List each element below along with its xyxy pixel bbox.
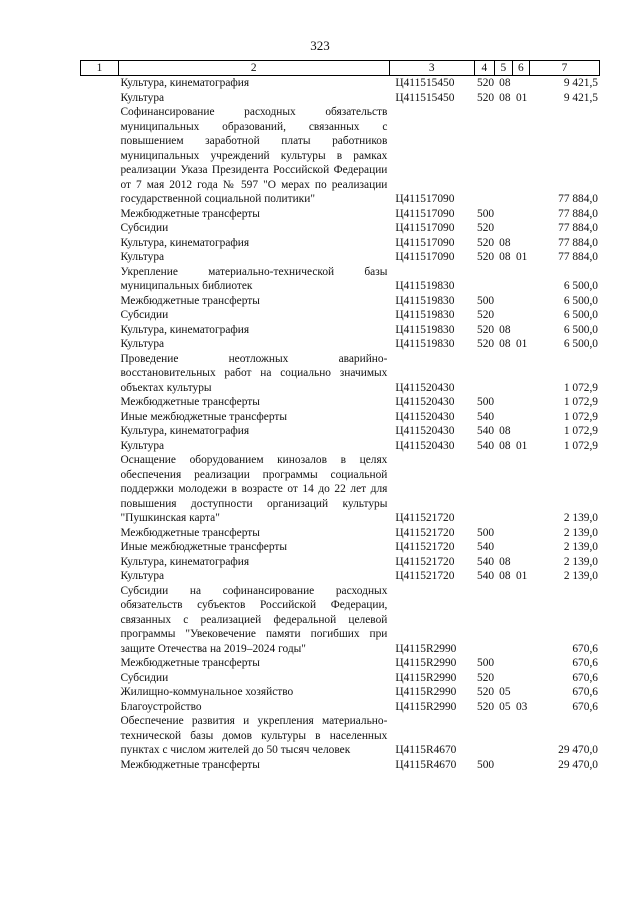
subsection-cell: 01: [515, 91, 528, 104]
target-code-cell: Ц411520430: [395, 410, 455, 423]
section-cell: 08: [499, 77, 511, 89]
expense-type-cell: 500: [477, 526, 495, 539]
item-name-cell: Межбюджетные трансферты: [120, 657, 260, 669]
table-row: [80, 337, 600, 352]
target-code-cell: Ц411521720: [395, 555, 455, 568]
table-header: [80, 60, 600, 76]
expense-type-cell: 520: [477, 91, 495, 104]
amount-cell: 6 500,0: [563, 294, 598, 307]
target-code-cell: Ц411519830: [395, 309, 455, 321]
amount-cell: 29 470,0: [558, 758, 598, 771]
target-code-cell: Ц411521720: [395, 541, 455, 553]
table-row: [80, 700, 600, 715]
item-name-cell: Культура, кинематография: [120, 555, 250, 568]
amount-cell: 6 500,0: [563, 323, 598, 336]
table-row: [80, 105, 600, 207]
expense-type-cell: 520: [477, 700, 495, 713]
target-code-cell: Ц4115R4670: [395, 744, 457, 756]
column-header: 2: [118, 61, 389, 75]
table-row: [80, 424, 600, 439]
subsection-cell: 01: [515, 570, 528, 582]
expense-type-cell: 520: [477, 77, 495, 89]
item-name-cell: Культура: [120, 91, 165, 104]
expense-type-cell: 540: [477, 425, 495, 437]
amount-cell: 670,6: [572, 700, 598, 713]
expense-type-cell: 520: [477, 309, 495, 321]
target-code-cell: Ц411517090: [395, 251, 455, 263]
section-cell: 08: [499, 236, 511, 249]
expense-type-cell: 540: [477, 541, 495, 553]
target-code-cell: Ц411520430: [395, 439, 455, 452]
table-row: [80, 569, 600, 584]
amount-cell: 77 884,0: [558, 251, 598, 263]
target-code-cell: Ц411519830: [395, 280, 455, 292]
item-name-cell: Культура, кинематография: [120, 425, 250, 437]
expense-type-cell: 540: [477, 555, 495, 568]
target-code-cell: Ц4115R2990: [395, 700, 457, 713]
amount-cell: 2 139,0: [563, 570, 598, 582]
target-code-cell: Ц4115R4670: [395, 758, 457, 771]
amount-cell: 77 884,0: [558, 193, 598, 205]
amount-cell: 77 884,0: [558, 236, 598, 249]
amount-cell: 6 500,0: [563, 309, 598, 321]
amount-cell: 9 421,5: [563, 77, 598, 89]
amount-cell: 670,6: [572, 671, 598, 684]
target-code-cell: Ц411521720: [395, 526, 455, 539]
item-name-cell: Культура: [120, 338, 165, 350]
amount-cell: 670,6: [572, 657, 598, 669]
table-row: [80, 758, 600, 773]
expense-type-cell: 540: [477, 439, 495, 452]
expense-type-cell: 520: [477, 686, 495, 698]
target-code-cell: Ц411519830: [395, 323, 455, 336]
amount-cell: 670,6: [572, 686, 598, 698]
amount-cell: 1 072,9: [563, 381, 598, 394]
target-code-cell: Ц411520430: [395, 396, 455, 408]
table-row: [80, 714, 600, 758]
amount-cell: 1 072,9: [563, 425, 598, 437]
target-code-cell: Ц411515450: [395, 91, 455, 104]
item-name-cell: Субсидии на софинансирование расходных обязательств субъектов Российской Федерации, связанных с реализацией федеральной целевой программы "Увековечение памяти погибших при защите Отечества на 2019–2024 годы": [120, 584, 388, 655]
item-name-cell: Проведение неотложных аварийно-восстановительных работ на социально значимых объектах культуры: [120, 352, 388, 394]
item-name-cell: Оснащение оборудованием кинозалов в целях обеспечения реализации программы социальной поддержки молодежи в возрасте от 14 до 22 лет для повышения доступности организаций культуры "Пушкинская карта": [120, 454, 388, 524]
expense-type-cell: 520: [477, 338, 495, 350]
table-row: [80, 207, 600, 222]
amount-cell: 6 500,0: [563, 338, 598, 350]
table-row: [80, 236, 600, 251]
item-name-cell: Благоустройство: [120, 700, 202, 713]
table-row: [80, 352, 600, 396]
section-cell: 08: [499, 251, 511, 263]
table-row: [80, 76, 600, 91]
item-name-cell: Субсидии: [120, 671, 169, 684]
target-code-cell: Ц411521720: [395, 512, 455, 524]
section-cell: 08: [499, 323, 511, 336]
table-row: [80, 671, 600, 686]
item-name-cell: Жилищно-коммунальное хозяйство: [120, 686, 294, 698]
amount-cell: 1 072,9: [563, 410, 598, 423]
target-code-cell: Ц411517090: [395, 236, 455, 249]
expense-type-cell: 500: [477, 207, 495, 220]
item-name-cell: Культура: [120, 251, 165, 263]
amount-cell: 1 072,9: [563, 439, 598, 452]
item-name-cell: Межбюджетные трансферты: [120, 526, 260, 539]
item-name-cell: Межбюджетные трансферты: [120, 758, 260, 771]
item-name-cell: Культура, кинематография: [120, 77, 250, 89]
expense-type-cell: 540: [477, 410, 495, 423]
section-cell: 05: [499, 686, 511, 698]
target-code-cell: Ц4115R2990: [395, 686, 457, 698]
table-row: [80, 294, 600, 309]
table-row: [80, 323, 600, 338]
table-row: [80, 410, 600, 425]
column-header: 7: [529, 61, 600, 75]
section-cell: 08: [499, 439, 511, 452]
section-cell: 05: [499, 700, 511, 713]
table-row: [80, 453, 600, 526]
section-cell: 08: [499, 91, 511, 104]
item-name-cell: Межбюджетные трансферты: [120, 294, 260, 307]
expense-type-cell: 500: [477, 657, 495, 669]
table-row: [80, 221, 600, 236]
item-name-cell: Культура: [120, 439, 165, 452]
page-number: 323: [310, 38, 330, 53]
item-name-cell: Межбюджетные трансферты: [120, 396, 260, 408]
target-code-cell: Ц4115R2990: [395, 657, 457, 669]
amount-cell: 2 139,0: [563, 512, 598, 524]
budget-table: [80, 60, 600, 772]
item-name-cell: Софинансирование расходных обязательств муниципальных образований, связанных с повышением заработной платы работников муниципальных учреждений культуры в рамках реализации Указа Президента Российской Федерации от 7 мая 2012 года № 597 "О мерах по реализации государственной социальной политики": [120, 106, 388, 205]
table-row: [80, 656, 600, 671]
target-code-cell: Ц411520430: [395, 381, 455, 394]
table-row: [80, 439, 600, 454]
target-code-cell: Ц411519830: [395, 338, 455, 350]
item-name-cell: Межбюджетные трансферты: [120, 207, 260, 220]
item-name-cell: Культура, кинематография: [120, 236, 250, 249]
target-code-cell: Ц4115R2990: [395, 671, 457, 684]
section-cell: 08: [499, 338, 511, 350]
section-cell: 08: [499, 555, 511, 568]
table-row: [80, 584, 600, 657]
item-name-cell: Субсидии: [120, 222, 169, 234]
expense-type-cell: 500: [477, 758, 495, 771]
amount-cell: 2 139,0: [563, 541, 598, 553]
amount-cell: 6 500,0: [563, 280, 598, 292]
amount-cell: 9 421,5: [563, 91, 598, 104]
column-header: 3: [389, 61, 474, 75]
table-row: [80, 395, 600, 410]
target-code-cell: Ц411517090: [395, 207, 455, 220]
column-header: 5: [494, 61, 512, 75]
expense-type-cell: 520: [477, 222, 495, 234]
table-row: [80, 91, 600, 106]
table-row: [80, 265, 600, 294]
table-row: [80, 308, 600, 323]
amount-cell: 2 139,0: [563, 555, 598, 568]
target-code-cell: Ц411517090: [395, 193, 455, 205]
target-code-cell: Ц4115R2990: [395, 642, 457, 655]
subsection-cell: 01: [515, 338, 528, 350]
amount-cell: 1 072,9: [563, 396, 598, 408]
expense-type-cell: 540: [477, 570, 495, 582]
expense-type-cell: 520: [477, 323, 495, 336]
section-cell: 08: [499, 425, 511, 437]
subsection-cell: 03: [515, 700, 528, 713]
expense-type-cell: 500: [477, 294, 495, 307]
table-row: [80, 526, 600, 541]
table-row: [80, 555, 600, 570]
expense-type-cell: 520: [477, 236, 495, 249]
amount-cell: 77 884,0: [558, 207, 598, 220]
amount-cell: 2 139,0: [563, 526, 598, 539]
expense-type-cell: 520: [477, 251, 495, 263]
amount-cell: 670,6: [572, 642, 598, 655]
section-cell: 08: [499, 570, 511, 582]
item-name-cell: Иные межбюджетные трансферты: [120, 410, 288, 423]
table-body: [80, 76, 600, 772]
subsection-cell: 01: [515, 439, 528, 452]
expense-type-cell: 500: [477, 396, 495, 408]
amount-cell: 29 470,0: [558, 744, 598, 756]
item-name-cell: Культура: [120, 570, 165, 582]
item-name-cell: Культура, кинематография: [120, 323, 250, 336]
table-row: [80, 540, 600, 555]
table-row: [80, 250, 600, 265]
item-name-cell: Укрепление материально-технической базы муниципальных библиотек: [120, 265, 388, 292]
target-code-cell: Ц411521720: [395, 570, 455, 582]
target-code-cell: Ц411520430: [395, 425, 455, 437]
column-header: 6: [512, 61, 529, 75]
target-code-cell: Ц411515450: [395, 77, 455, 89]
amount-cell: 77 884,0: [558, 222, 598, 234]
table-row: [80, 685, 600, 700]
expense-type-cell: 520: [477, 671, 495, 684]
item-name-cell: Обеспечение развития и укрепления материально-технической базы домов культуры в населенных пунктах с числом жителей до 50 тысяч человек: [120, 715, 388, 756]
subsection-cell: 01: [515, 251, 528, 263]
column-header: 1: [80, 61, 118, 75]
target-code-cell: Ц411519830: [395, 294, 455, 307]
target-code-cell: Ц411517090: [395, 222, 455, 234]
item-name-cell: Иные межбюджетные трансферты: [120, 541, 288, 553]
column-header: 4: [474, 61, 494, 75]
item-name-cell: Субсидии: [120, 309, 169, 321]
